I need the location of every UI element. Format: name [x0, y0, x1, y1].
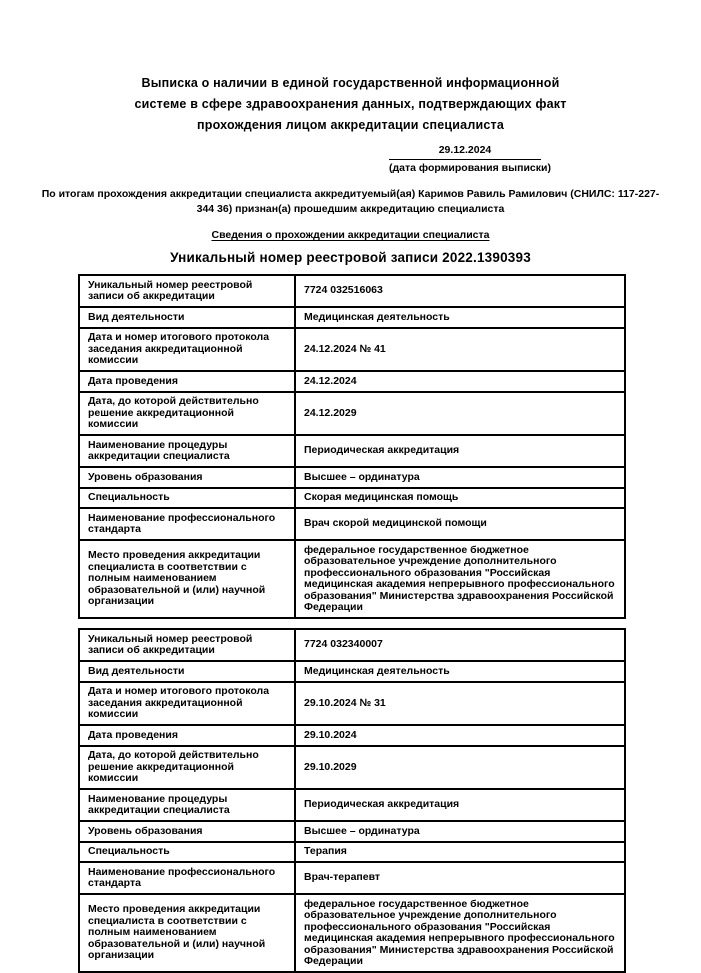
- field-value: 29.10.2024 № 31: [295, 682, 625, 726]
- field-value: федеральное государственное бюджетное образовательное учреждение дополнительного профессионального образования "Российская медицинская академия непрерывного профессионального образования" Министерства здравоохранения Российской Федерации: [295, 894, 625, 972]
- table-row: [79, 467, 625, 488]
- table-row: [79, 725, 625, 746]
- field-value: 7724 032516063: [295, 275, 625, 307]
- field-value: 29.10.2029: [295, 746, 625, 790]
- field-label: Вид деятельности: [79, 307, 295, 328]
- field-label: Уровень образования: [79, 821, 295, 842]
- table-row: [79, 629, 625, 661]
- field-value: Высшее – ординатура: [295, 821, 625, 842]
- document-title: [0, 73, 701, 136]
- table-row: [79, 307, 625, 328]
- field-value: Врач-терапевт: [295, 862, 625, 894]
- field-label: Уровень образования: [79, 467, 295, 488]
- table-row: [79, 821, 625, 842]
- section-heading: Сведения о прохождении аккредитации специалиста: [211, 229, 490, 241]
- accreditation-table-2: [78, 628, 626, 973]
- field-label: Вид деятельности: [79, 661, 295, 682]
- field-label: Дата, до которой действительно решение аккредитационной комиссии: [79, 392, 295, 436]
- field-label: Уникальный номер реестровой записи об аккредитации: [79, 629, 295, 661]
- field-value: Высшее – ординатура: [295, 467, 625, 488]
- table-row: [79, 894, 625, 972]
- table-row: [79, 435, 625, 467]
- field-label: Наименование процедуры аккредитации специалиста: [79, 435, 295, 467]
- intro-line-1: По итогам прохождения аккредитации специалиста аккредитуемый(ая) Каримов Равиль Рамилович (СНИЛС: 117-227-: [41, 188, 660, 200]
- field-label: Место проведения аккредитации специалиста в соответствии с полным наименованием образовательной и (или) научной организации: [79, 894, 295, 972]
- field-label: Специальность: [79, 842, 295, 863]
- field-value: 24.12.2024: [295, 371, 625, 392]
- field-label: Дата, до которой действительно решение аккредитационной комиссии: [79, 746, 295, 790]
- table-row: [79, 508, 625, 540]
- extract-date-block: [389, 144, 551, 175]
- field-value: Медицинская деятельность: [295, 661, 625, 682]
- title-line-2: системе в сфере здравоохранения данных, подтверждающих факт: [134, 97, 567, 111]
- field-value: федеральное государственное бюджетное образовательное учреждение дополнительного профессионального образования "Российская медицинская академия непрерывного профессионального образования" Министерства здравоохранения Российской Федерации: [295, 540, 625, 618]
- intro-line-2: 344 36) признан(а) прошедшим аккредитацию специалиста: [196, 203, 505, 215]
- registry-number-heading: Уникальный номер реестровой записи 2022.1390393: [170, 250, 531, 265]
- field-value: Периодическая аккредитация: [295, 789, 625, 821]
- field-value: Терапия: [295, 842, 625, 863]
- field-label: Специальность: [79, 488, 295, 509]
- field-value: 29.10.2024: [295, 725, 625, 746]
- field-label: Дата проведения: [79, 371, 295, 392]
- table-row: [79, 275, 625, 307]
- field-label: Дата и номер итогового протокола заседания аккредитационной комиссии: [79, 328, 295, 372]
- intro-paragraph: [0, 187, 701, 217]
- table-row: [79, 862, 625, 894]
- table-row: [79, 682, 625, 726]
- field-value: 7724 032340007: [295, 629, 625, 661]
- table-row: [79, 661, 625, 682]
- table-row: [79, 488, 625, 509]
- field-label: Уникальный номер реестровой записи об аккредитации: [79, 275, 295, 307]
- accreditation-table-1: [78, 274, 626, 619]
- table-row: [79, 789, 625, 821]
- field-value: Врач скорой медицинской помощи: [295, 508, 625, 540]
- table-row: [79, 371, 625, 392]
- field-label: Место проведения аккредитации специалиста в соответствии с полным наименованием образовательной и (или) научной организации: [79, 540, 295, 618]
- field-value: Медицинская деятельность: [295, 307, 625, 328]
- table-row: [79, 746, 625, 790]
- field-value: Периодическая аккредитация: [295, 435, 625, 467]
- field-label: Наименование процедуры аккредитации специалиста: [79, 789, 295, 821]
- field-value: 24.12.2029: [295, 392, 625, 436]
- title-line-3: прохождения лицом аккредитации специалиста: [197, 118, 504, 132]
- document-page: [0, 73, 701, 967]
- field-label: Наименование профессионального стандарта: [79, 508, 295, 540]
- title-line-1: Выписка о наличии в единой государственной информационной: [141, 76, 560, 90]
- field-label: Дата и номер итогового протокола заседания аккредитационной комиссии: [79, 682, 295, 726]
- table-row: [79, 392, 625, 436]
- extract-date-caption: (дата формирования выписки): [389, 162, 551, 174]
- table-row: [79, 328, 625, 372]
- table-row: [79, 842, 625, 863]
- field-label: Дата проведения: [79, 725, 295, 746]
- field-value: Скорая медицинская помощь: [295, 488, 625, 509]
- table-row: [79, 540, 625, 618]
- field-label: Наименование профессионального стандарта: [79, 862, 295, 894]
- field-value: 24.12.2024 № 41: [295, 328, 625, 372]
- extract-date: 29.12.2024: [389, 144, 541, 160]
